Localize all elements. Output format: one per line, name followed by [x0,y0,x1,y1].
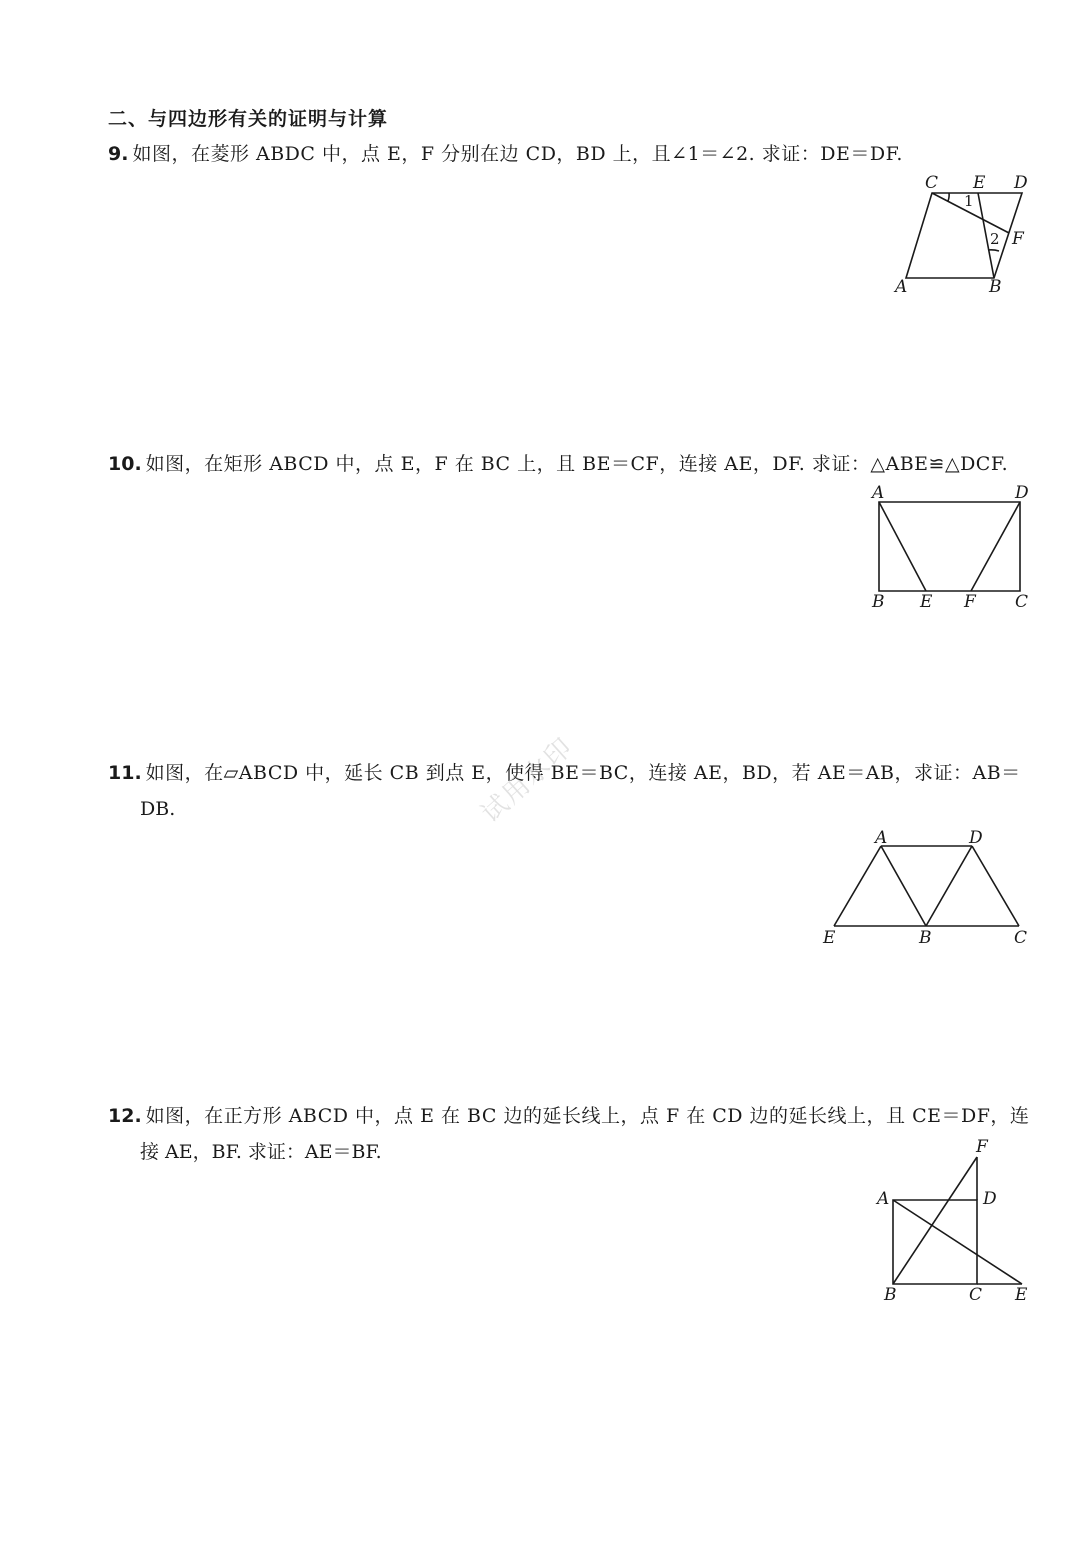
segment-bf [893,1157,977,1284]
label-e: E [973,173,986,193]
label-c: C [969,1285,983,1305]
question-10 [108,446,1033,482]
question-text: 如图，在正方形 ABCD 中，点 E 在 BC 边的延长线上，点 F 在 CD 边的延长线上，且 CE＝DF，连 [145,1105,1030,1127]
label-b: B [872,592,885,612]
segment-ae [834,846,881,926]
label-f: F [964,592,976,612]
question-text: 如图，在▱ABCD 中，延长 CB 到点 E，使得 BE＝BC，连接 AE，BD，若 AE＝AB，求证：AB＝ [145,762,1021,784]
label-f: F [976,1137,988,1157]
label-c: C [925,173,939,193]
label-b: B [884,1285,897,1305]
figure-parallelogram-abcd [815,825,1040,955]
segment-dc [972,846,1019,926]
label-a: A [872,483,885,503]
label-a: A [895,277,908,297]
label-d: D [969,828,983,848]
label-a: A [877,1189,890,1209]
label-e: E [823,928,836,948]
question-text-continued: 接 AE，BF. 求证：AE＝BF. [140,1141,382,1163]
label-f: F [1012,229,1024,249]
angle-1-arc [948,193,949,201]
section-title: 二、与四边形有关的证明与计算 [108,108,389,130]
question-text: 如图，在矩形 ABCD 中，点 E，F 在 BC 上，且 BE＝CF，连接 AE，DF. 求证：△ABE≌△DCF. [145,453,1009,475]
label-a: A [875,828,888,848]
question-text-continued: DB. [140,798,176,820]
figure-square-abcd [870,1135,1040,1315]
question-text: 如图，在菱形 ABDC 中，点 E，F 分别在边 CD，BD 上，且∠1＝∠2. 求证：DE＝DF. [132,143,903,165]
figure-rhombus-abdc [880,170,1050,300]
label-d: D [983,1189,997,1209]
label-d: D [1014,173,1028,193]
question-number: 9. [108,143,129,165]
question-number: 11. [108,762,142,784]
watermark: 试用水印 [476,731,580,829]
question-9 [108,136,1033,172]
label-angle-1: 1 [964,192,974,210]
segment-ae [879,502,926,591]
label-b: B [919,928,932,948]
segment-ab [881,846,926,926]
question-number: 10. [108,453,142,475]
segment-df [971,502,1020,591]
square-outline [893,1200,977,1284]
label-angle-2: 2 [990,230,1000,248]
label-e: E [920,592,933,612]
figure-rectangle-abcd [860,480,1040,615]
question-number: 12. [108,1105,142,1127]
label-c: C [1015,592,1029,612]
rectangle-outline [879,502,1020,591]
label-c: C [1014,928,1028,948]
segment-ae [893,1200,1022,1284]
label-e: E [1015,1285,1028,1305]
question-11 [108,755,1033,827]
segment-db [926,846,972,926]
label-d: D [1015,483,1029,503]
label-b: B [989,277,1002,297]
